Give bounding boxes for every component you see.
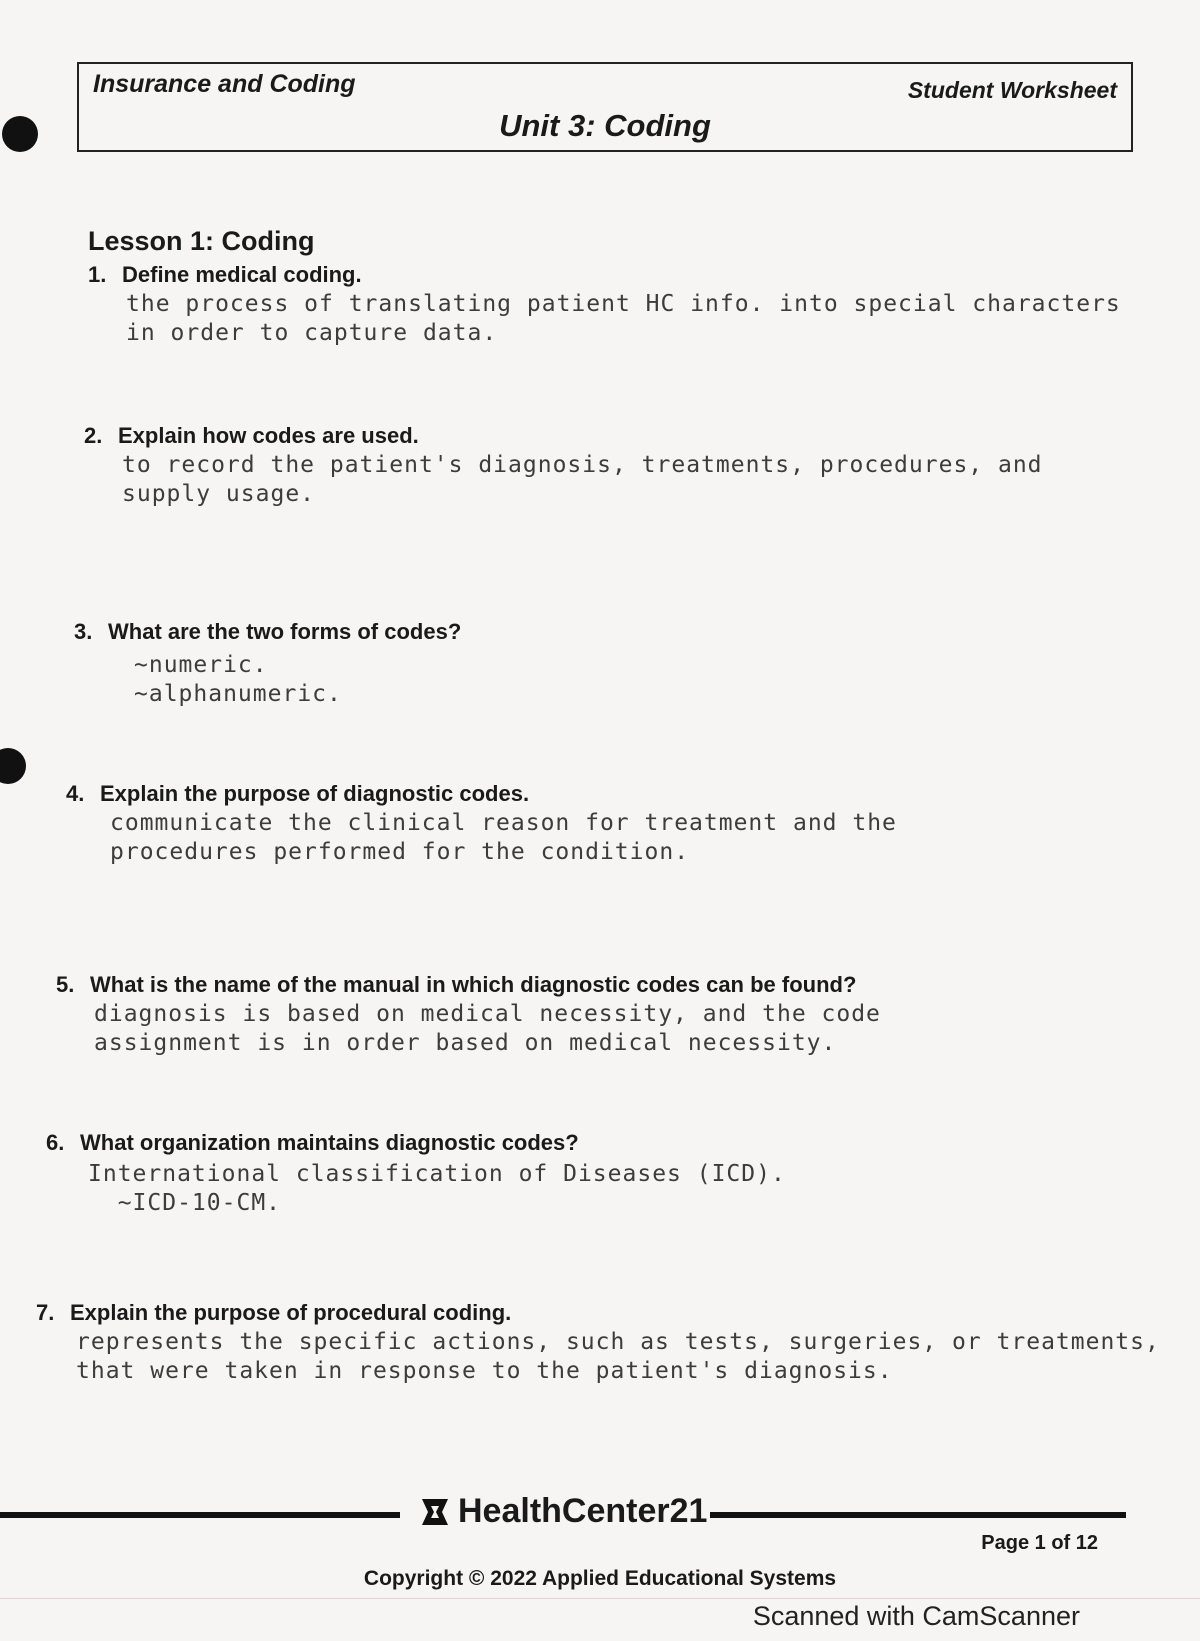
question-text: 4. Explain the purpose of diagnostic codes.: [66, 781, 530, 806]
worksheet-header: [77, 62, 1133, 152]
course-title: Insurance and Coding: [93, 70, 356, 98]
handwritten-answer: diagnosis is based on medical necessity, and the code assignment is in order based on medical necessity.: [94, 1001, 881, 1056]
doc-type-label: Student Worksheet: [907, 77, 1117, 103]
copyright-notice: Copyright © 2022 Applied Educational Systems: [363, 1567, 837, 1590]
binder-hole: [2, 116, 38, 152]
question-item: [84, 423, 1043, 509]
question-text: 3. What are the two forms of codes?: [74, 619, 462, 644]
handwritten-answer: represents the specific actions, such as tests, surgeries, or treatments, that were taken in response to the patient's diagnosis.: [76, 1329, 1160, 1384]
footer-divider: [0, 1512, 400, 1518]
page-number: Page 1 of 12: [981, 1532, 1098, 1554]
question-item: [88, 262, 1121, 348]
question-text: 1. Define medical coding.: [88, 262, 362, 287]
question-text: 7. Explain the purpose of procedural coding.: [36, 1300, 512, 1325]
healthcenter-logo-icon: [420, 1497, 450, 1527]
question-text: 5. What is the name of the manual in which diagnostic codes can be found?: [56, 972, 857, 997]
scanner-watermark: Scanned with CamScanner: [752, 1601, 1080, 1631]
scanner-bar: [0, 1598, 1200, 1599]
handwritten-answer: International classification of Diseases (ICD). ~ICD-10-CM.: [88, 1161, 786, 1216]
question-item: [66, 781, 897, 867]
footer-brand: [420, 1492, 707, 1531]
question-item: [46, 1130, 786, 1218]
footer-divider: [710, 1512, 1126, 1518]
unit-title: Unit 3: Coding: [499, 108, 711, 143]
brand-name: HealthCenter21: [458, 1492, 708, 1530]
question-text: 2. Explain how codes are used.: [84, 423, 419, 448]
handwritten-answer: ~numeric. ~alphanumeric.: [134, 652, 342, 707]
handwritten-answer: communicate the clinical reason for treatment and the procedures performed for the condition.: [110, 810, 897, 865]
question-item: [36, 1300, 1160, 1386]
question-item: [56, 972, 881, 1058]
lesson-title: Lesson 1: Coding: [88, 226, 315, 256]
question-text: 6. What organization maintains diagnostic codes?: [46, 1130, 579, 1155]
handwritten-answer: to record the patient's diagnosis, treatments, procedures, and supply usage.: [122, 452, 1043, 507]
binder-hole: [0, 748, 26, 784]
handwritten-answer: the process of translating patient HC info. into special characters in order to capture data.: [126, 291, 1121, 346]
question-item: [74, 619, 461, 709]
